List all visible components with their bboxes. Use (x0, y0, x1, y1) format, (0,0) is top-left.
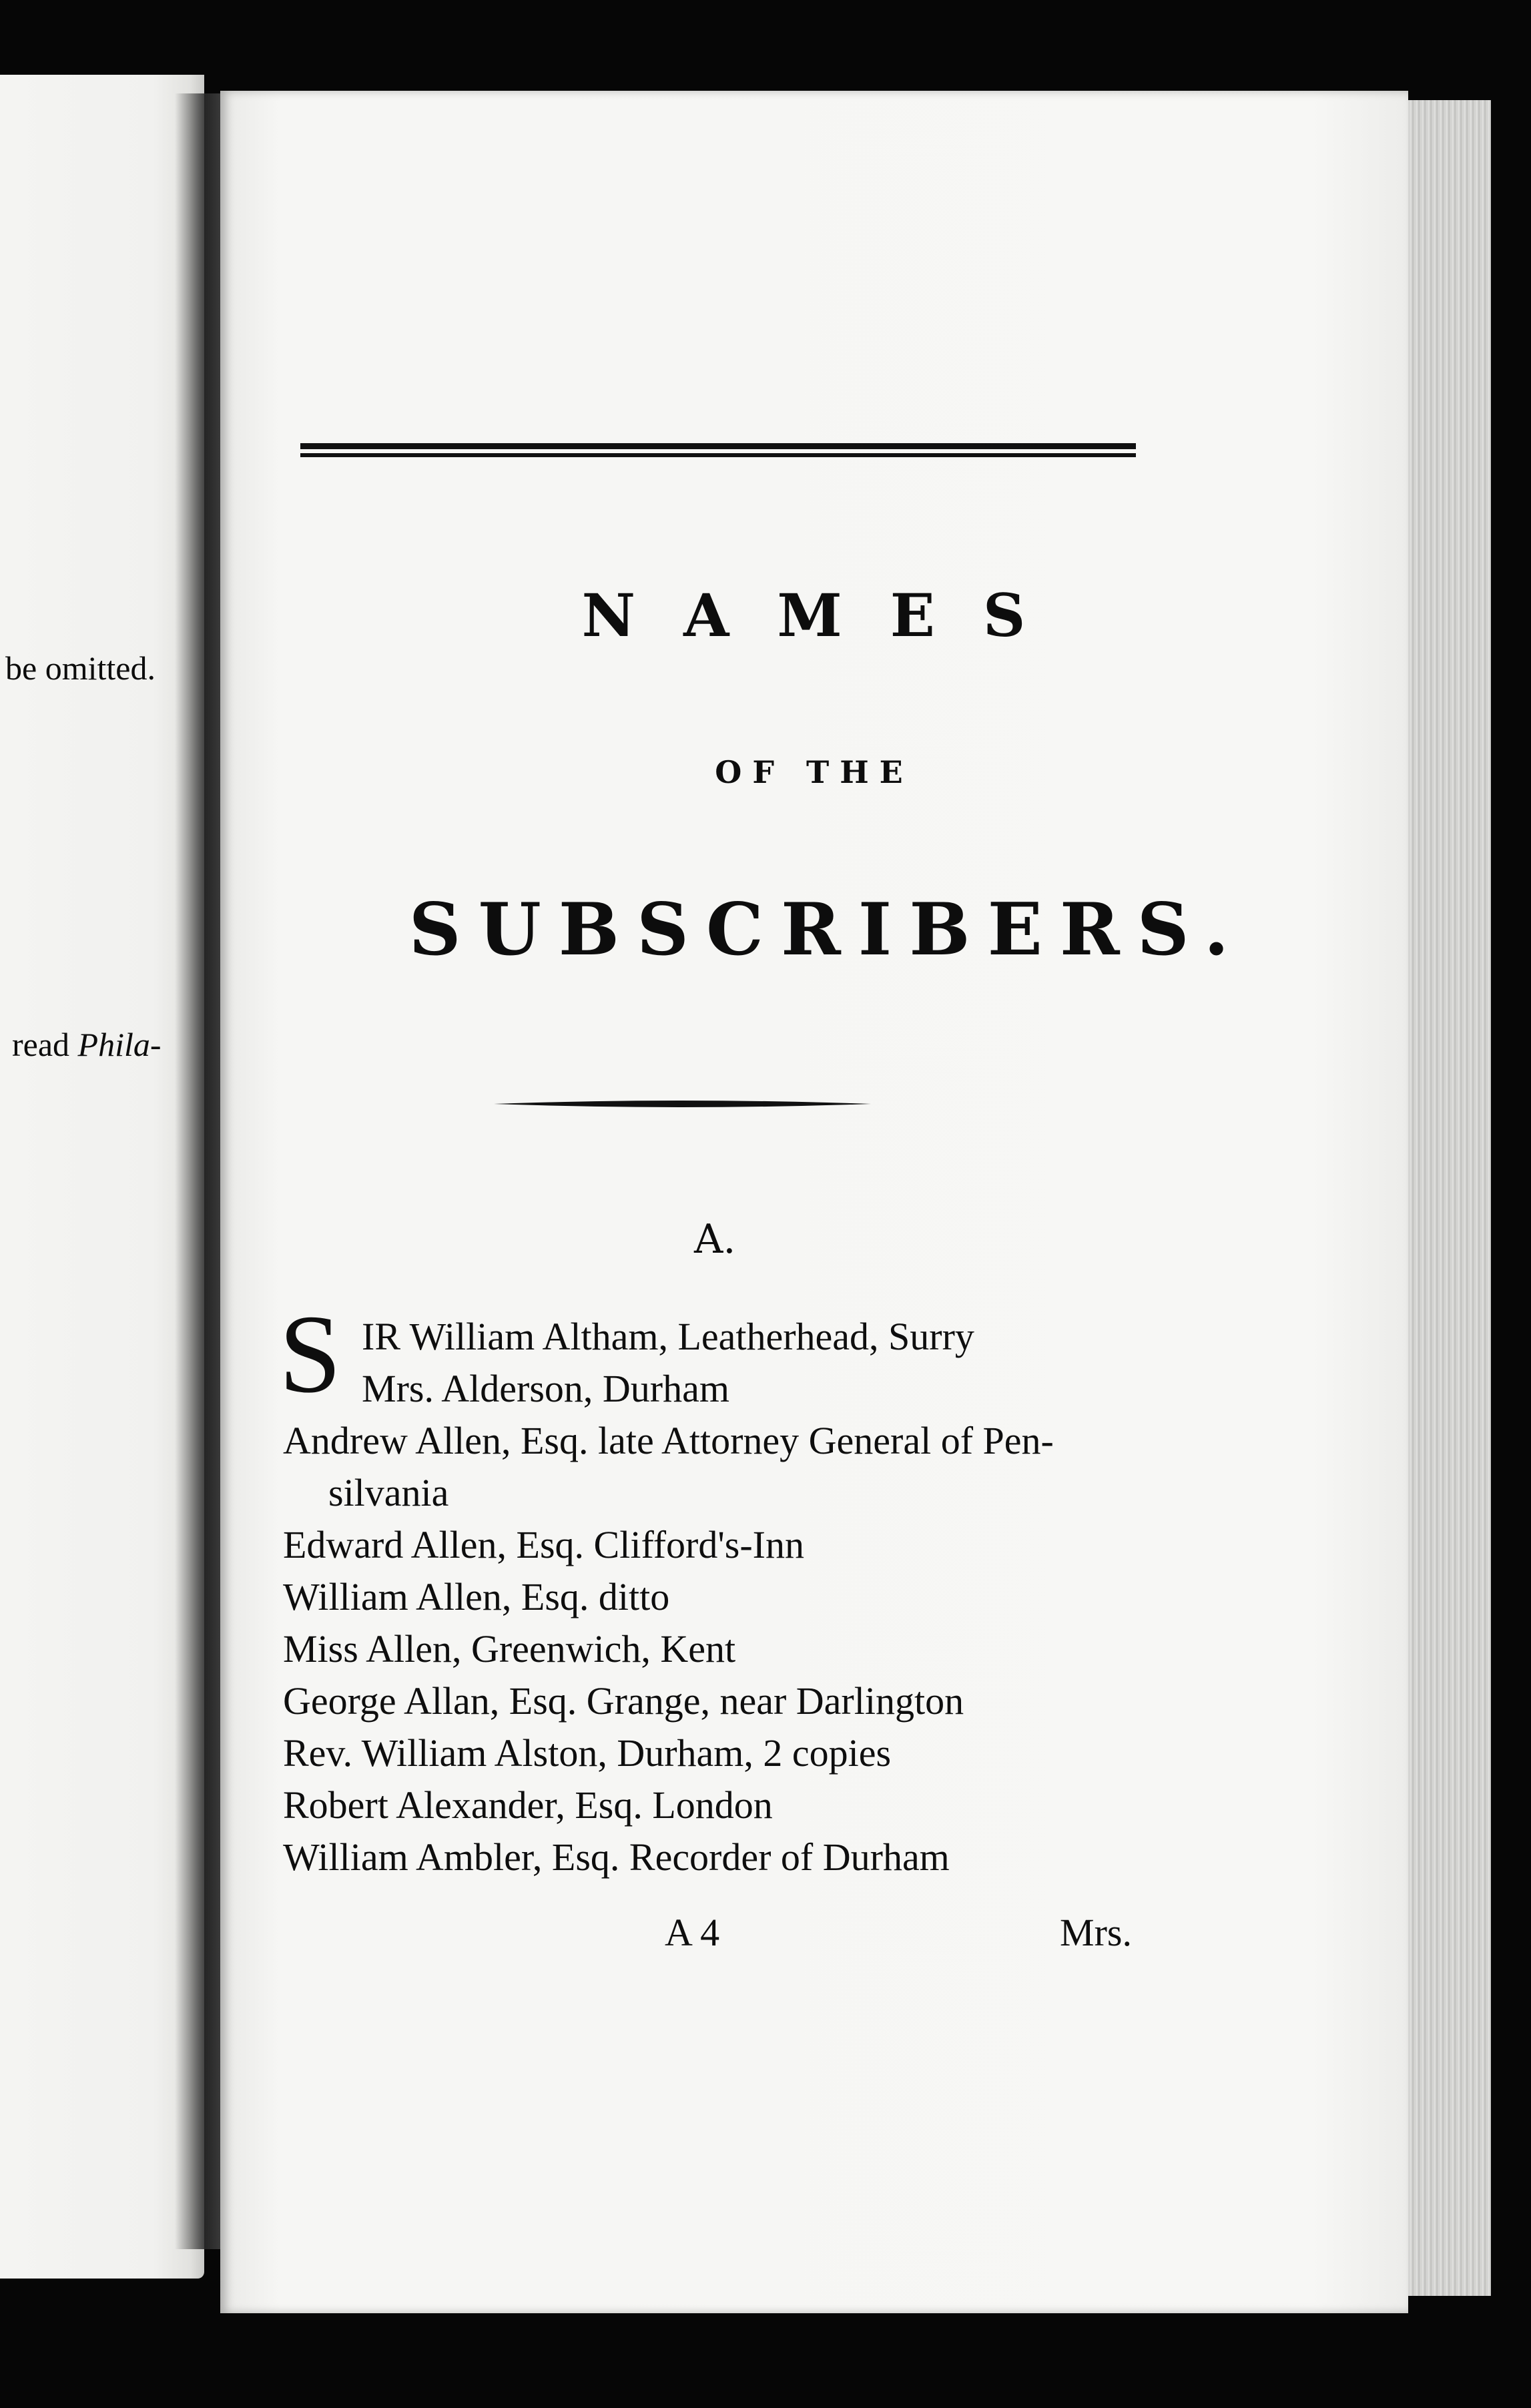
left-page-fragment-omitted: be omitted. (5, 649, 156, 687)
list-item: Rev. William Alston, Durham, 2 copies (283, 1731, 892, 1775)
main-page (220, 91, 1408, 2313)
title-subscribers: SUBSCRIBERS. (408, 888, 1247, 972)
left-page-fragment-phila: Phila- (77, 1026, 162, 1063)
left-facing-page (0, 75, 204, 2279)
list-item: Miss Allen, Greenwich, Kent (283, 1627, 736, 1671)
signature-mark: A 4 (665, 1911, 720, 1954)
subscriber-list (279, 1292, 1164, 1883)
list-item: William Allen, Esq. ditto (283, 1575, 670, 1618)
heading-names: NAMES (581, 581, 1074, 650)
list-item: William Ambler, Esq. Recorder of Durham (283, 1835, 950, 1879)
list-item: George Allan, Esq. Grange, near Darlington (283, 1679, 964, 1723)
double-rule-top (300, 443, 1136, 463)
list-item: Robert Alexander, Esq. London (283, 1783, 773, 1827)
left-page-fragment-read (12, 1025, 162, 1064)
left-page-fragment-read-word: read (12, 1026, 78, 1063)
section-letter-a: A. (694, 1216, 736, 1263)
list-item: Edward Allen, Esq. Clifford's-Inn (283, 1523, 804, 1566)
list-item: Andrew Allen, Esq. late Attorney General of Pen- (283, 1419, 1054, 1462)
subheading-of-the: OF THE (715, 754, 914, 790)
catchword: Mrs. (1060, 1911, 1132, 1954)
list-item: Mrs. Alderson, Durham (362, 1367, 729, 1410)
list-item-text: IR William Altham, Leatherhead, Surry (362, 1315, 974, 1358)
list-item-continuation: silvania (328, 1471, 449, 1514)
drop-cap: S (279, 1292, 342, 1416)
ornamental-rule (494, 1097, 871, 1111)
